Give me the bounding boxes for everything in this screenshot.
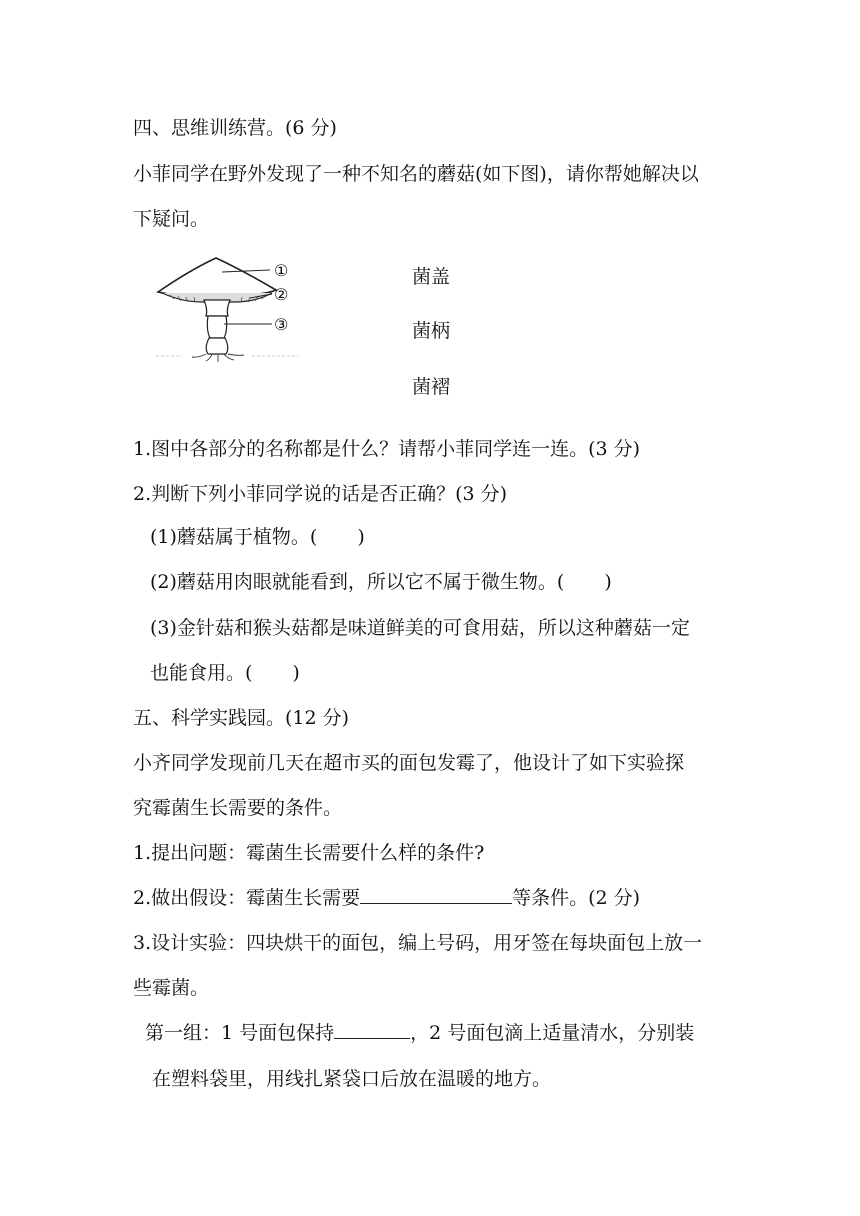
group1-suffix: ，2 号面包滴上适量清水，分别装 (410, 1022, 695, 1044)
section5-question3-line2: 些霉菌。 (133, 977, 210, 999)
section5-title: 五、科学实践园。(12 分) (133, 707, 350, 729)
judge-item-3-close: ) (292, 662, 300, 684)
marker-3: ③ (274, 315, 289, 334)
section4-question2: 2.判断下列小菲同学说的话是否正确？(3 分) (133, 483, 508, 505)
group1-line1 (145, 1020, 694, 1046)
group1-prefix: 第一组：1 号面包保持 (145, 1022, 335, 1044)
figure-label-stalk: 菌柄 (412, 320, 451, 342)
question2-suffix: 等条件。(2 分) (512, 887, 641, 909)
judge-item-1-text: (1)蘑菇属于植物。( (150, 526, 318, 548)
section4-intro-line2: 下疑问。 (133, 208, 210, 230)
marker-1: ① (274, 261, 289, 280)
judge-item-3-line2 (150, 660, 300, 686)
group1-line2: 在塑料袋里，用线扎紧袋口后放在温暖的地方。 (152, 1068, 552, 1090)
section5-question1: 1.提出问题：霉菌生长需要什么样的条件? (133, 842, 485, 864)
judge-item-2-text: (2)蘑菇用肉眼就能看到，所以它不属于微生物。( (150, 571, 565, 593)
section5-question2 (133, 885, 640, 911)
judge-item-1-close: ) (357, 526, 365, 548)
hypothesis-blank[interactable] (360, 885, 512, 904)
judge-item-3-text: 也能食用。( (150, 662, 253, 684)
judge-item-1 (150, 524, 365, 550)
judge-item-3-line1: (3)金针菇和猴头菇都是味道鲜美的可食用菇，所以这种蘑菇一定 (150, 617, 690, 639)
judge-item-2-close: ) (604, 571, 612, 593)
question2-prefix: 2.做出假设：霉菌生长需要 (133, 887, 361, 909)
section4-title: 四、思维训练营。(6 分) (133, 117, 337, 139)
figure-label-gills: 菌褶 (412, 376, 451, 398)
section4-intro-line1: 小菲同学在野外发现了一种不知名的蘑菇(如下图)，请你帮她解决以 (133, 163, 699, 185)
judge-item-2 (150, 569, 612, 595)
marker-2: ② (274, 285, 289, 304)
mushroom-diagram (152, 252, 312, 364)
group1-condition-blank[interactable] (334, 1020, 410, 1039)
section4-question1: 1.图中各部分的名称都是什么？请帮小菲同学连一连。(3 分) (133, 438, 641, 460)
section5-intro-line2: 究霉菌生长需要的条件。 (133, 797, 343, 819)
figure-label-cap: 菌盖 (412, 266, 451, 288)
section5-intro-line1: 小齐同学发现前几天在超市买的面包发霉了，他设计了如下实验探 (133, 752, 685, 774)
section5-question3-line1: 3.设计实验：四块烘干的面包，编上号码，用牙签在每块面包上放一 (133, 932, 703, 954)
